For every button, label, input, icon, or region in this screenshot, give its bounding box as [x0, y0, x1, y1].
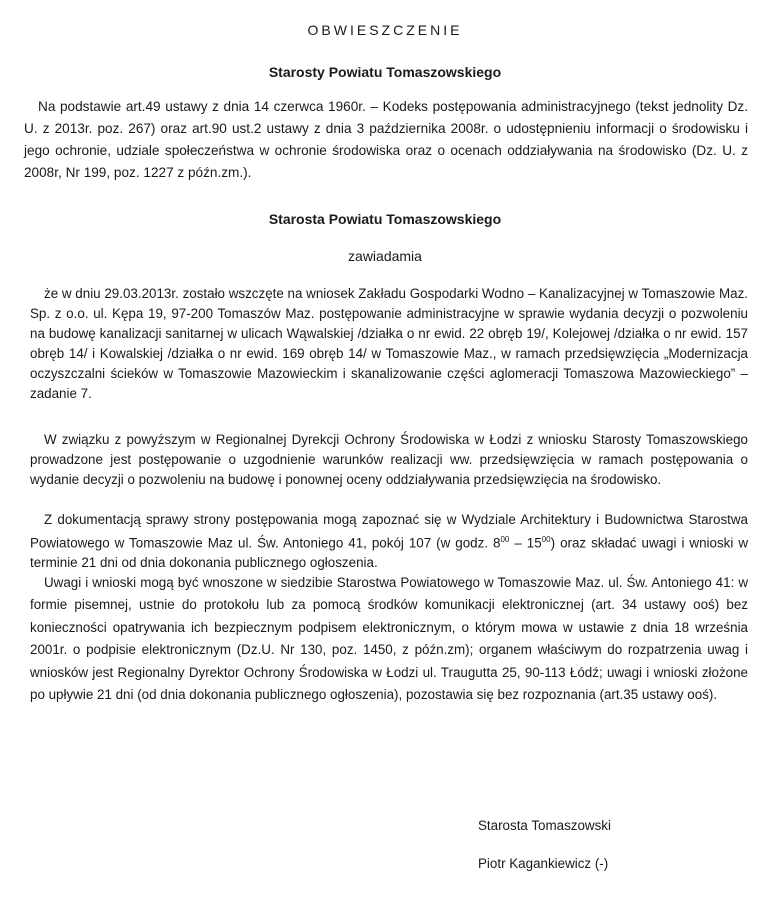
hour-start-superscript: 00 — [500, 535, 510, 544]
hour-end-superscript: 00 — [541, 535, 551, 544]
document-title: OBWIESZCZENIE — [307, 22, 463, 38]
signature-name: Piotr Kagankiewicz (-) — [478, 856, 609, 871]
signature-title: Starosta Tomaszowski — [478, 818, 611, 833]
documentation-text-start: Z dokumentacją sprawy strony postępowania mogą zapoznać się w Wydziale Architektury i Budownictwa Starostwa Powiatowego w Tomaszowie Maz ul. Św. Antoniego 41, pokój 107 (w godz. 8 — [30, 512, 748, 551]
main-notice-paragraph: że w dniu 29.03.2013r. zostało wszczęte na wniosek Zakładu Gospodarki Wodno – Kanalizacyjnej w Tomaszowie Maz. Sp. z o.o. ul. Kępa 19, 97-200 Tomaszów Maz. postępowanie administracyjne w sprawie wydania decyzji o pozwoleniu na budowę kanalizacji sanitarnej w ulicach Wąwalskiej /działka o nr ewid. 22 obręb 19/, Kolejowej /działka o nr ewid. 157 obręb 14/ i Kowalskiej /działka o nr ewid. 169 obręb 14/ w Tomaszowie Maz., w ramach przedsięwzięcia „Modernizacja oczyszczalni ścieków w Tomaszowie Mazowieckim i skanalizowanie części aglomeracji Tomaszowa Mazowieckiego” – zadanie 7. — [30, 286, 748, 401]
authority-heading: Starosta Powiatu Tomaszowskiego — [268, 211, 502, 227]
documentation-paragraph — [30, 510, 748, 573]
announcement-verb: zawiadamia — [348, 248, 422, 264]
documentation-text-end: ) oraz składać uwagi i wnioski w terminie 21 dni od dnia dokonania publicznego ogłoszenia. — [30, 535, 748, 571]
hour-dash-text: – 15 — [509, 535, 542, 551]
legal-basis-paragraph: Na podstawie art.49 ustawy z dnia 14 czerwca 1960r. – Kodeks postępowania administracyjnego (tekst jednolity Dz. U. z 2013r. poz. 267) oraz art.90 ust.2 ustawy z dnia 3 października 2008r. o udostępnieniu informacji o środowisku i jego ochronie, udziale społeczeństwa w ochronie środowiska oraz o ocenach oddziaływania na środowisko (Dz. U. z 2008r, Nr 199, poz. 1227 z późn.zm.). — [24, 99, 748, 180]
procedure-paragraph: W związku z powyższym w Regionalnej Dyrekcji Ochrony Środowiska w Łodzi z wniosku Starosty Tomaszowskiego prowadzone jest postępowanie o uzgodnienie warunków realizacji ww. przedsięwzięcia w ramach postępowania o wydanie decyzji o pozwoleniu na budowę i ponownej oceny oddziaływania przedsięwzięcia na środowisko. — [30, 432, 748, 487]
document-subtitle: Starosty Powiatu Tomaszowskiego — [268, 64, 502, 80]
comments-paragraph: Uwagi i wnioski mogą być wnoszone w siedzibie Starostwa Powiatowego w Tomaszowie Maz. ul. Św. Antoniego 41: w formie pisemnej, ustnie do protokołu lub za pomocą środków komunikacji elektronicznej (art. 34 ustawy ooś) bez konieczności opatrywania ich bezpiecznym podpisem elektronicznym, o którym mowa w ustawie z dnia 18 września 2001r. o podpisie elektronicznym (Dz.U. Nr 130, poz. 1450, z późn.zm); organem właściwym do rozpatrzenia uwag i wniosków jest Regionalny Dyrektor Ochrony Środowiska w Łodzi ul. Traugutta 25, 90-113 Łódź; uwagi i wnioski złożone po upływie 21 dni (od dnia dokonania publicznego ogłoszenia), pozostawia się bez rozpoznania (art.35 ustawy ooś). — [30, 575, 748, 703]
